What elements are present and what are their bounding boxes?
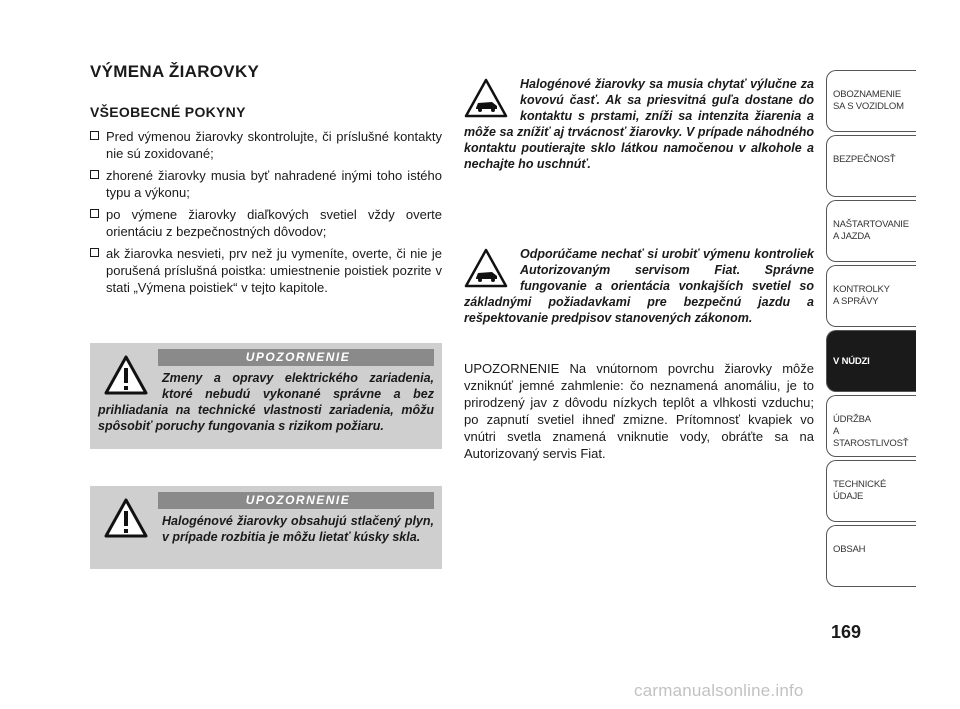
- tab-kontrolky[interactable]: KONTROLKY A SPRÁVY: [826, 265, 916, 327]
- note-text: Odporúčame nechať si urobiť výmenu kontroliek Autorizovaným servisom Fiat. Správne fungovanie a orientácia vonkajších svetiel so základnými požiadavkami pre bezpečnú jazdu a rešpektovanie predpisov stanovených zákonom.: [464, 247, 814, 325]
- caution-note: [464, 76, 814, 172]
- list-item: Pred výmenou žiarovky skontrolujte, či príslušné kontakty nie sú zoxidované;: [90, 128, 442, 162]
- bullet-list: [90, 128, 442, 296]
- warning-text: Zmeny a opravy elektrického zariadenia, ktoré nebudú vykonané správne a bez prihliadania na technické vlastnosti zariadenia, môžu spôsobiť poruchy fungovania s rizikom požiaru.: [98, 371, 434, 433]
- tab-bezpecnost[interactable]: BEZPEČNOSŤ: [826, 135, 916, 197]
- page-title: VÝMENA ŽIAROVKY: [90, 62, 260, 81]
- checkbox-bullet-icon: [90, 209, 99, 218]
- checkbox-bullet-icon: [90, 248, 99, 257]
- checkbox-bullet-icon: [90, 131, 99, 140]
- left-column: [90, 62, 442, 301]
- warning-heading: UPOZORNENIE: [158, 349, 434, 366]
- car-caution-triangle-icon: [464, 78, 508, 118]
- car-caution-triangle-icon: [464, 248, 508, 288]
- note-text: Halogénové žiarovky sa musia chytať výlučne za kovovú časť. Ak sa priesvitná guľa dostane do kontaktu s prstami, zníži sa intenzita žiarenia a môže sa znížiť aj trvácnosť žiarovky. V prípade náhodného kontaktu poutierajte sklo látkou namočenou v alkohole a nechajte ho uschnúť.: [464, 77, 814, 171]
- watermark: carmanualsonline.info: [634, 681, 804, 700]
- list-item: zhorené žiarovky musia byť nahradené inými toho istého typu a výkonu;: [90, 167, 442, 201]
- chapter-tabs: [826, 70, 916, 590]
- list-item: ak žiarovka nesvieti, prv než ju vymeníte, overte, či nie je porušená príslušná poistka: umiestnenie poistiek pozrite v stati „Výmena poistiek“ v tejto kapitole.: [90, 245, 442, 296]
- page-number: 169: [831, 622, 862, 642]
- tab-oboznamenie[interactable]: OBOZNAMENIE SA S VOZIDLOM: [826, 70, 916, 132]
- tab-obsah[interactable]: OBSAH: [826, 525, 916, 587]
- list-item: po výmene žiarovky diaľkových svetiel vždy overte orientáciu z bezpečnostných dôvodov;: [90, 206, 442, 240]
- warning-triangle-icon: [104, 498, 148, 538]
- warning-box: [90, 343, 442, 449]
- body-paragraph: UPOZORNENIE Na vnútornom povrchu žiarovky môže vzniknúť jemné zahmlenie: čo neznamená anomáliu, je to prirodzený jav z dôvodu nízkych teplôt a vlhkosti vzduchu; po zapnutí svetiel ihneď zmizne. Prítomnosť kvapiek vo vnútri svetla znamená vniknutie vody, obráťte sa na Autorizovaný servis Fiat.: [464, 361, 814, 461]
- checkbox-bullet-icon: [90, 170, 99, 179]
- warning-triangle-icon: [104, 355, 148, 395]
- caution-note: [464, 246, 814, 326]
- section-subtitle: VŠEOBECNÉ POKYNY: [90, 104, 246, 120]
- warning-box: [90, 486, 442, 569]
- tab-technicke-udaje[interactable]: TECHNICKÉ ÚDAJE: [826, 460, 916, 522]
- warning-text: Halogénové žiarovky obsahujú stlačený plyn, v prípade rozbitia je môžu lietať kúsky skla.: [162, 514, 434, 544]
- tab-nastartovanie[interactable]: NAŠTARTOVANIE A JAZDA: [826, 200, 916, 262]
- tab-udrzba[interactable]: ÚDRŽBA A STAROSTLIVOSŤ: [826, 395, 916, 457]
- tab-v-nudzi[interactable]: V NÚDZI: [826, 330, 916, 392]
- warning-heading: UPOZORNENIE: [158, 492, 434, 509]
